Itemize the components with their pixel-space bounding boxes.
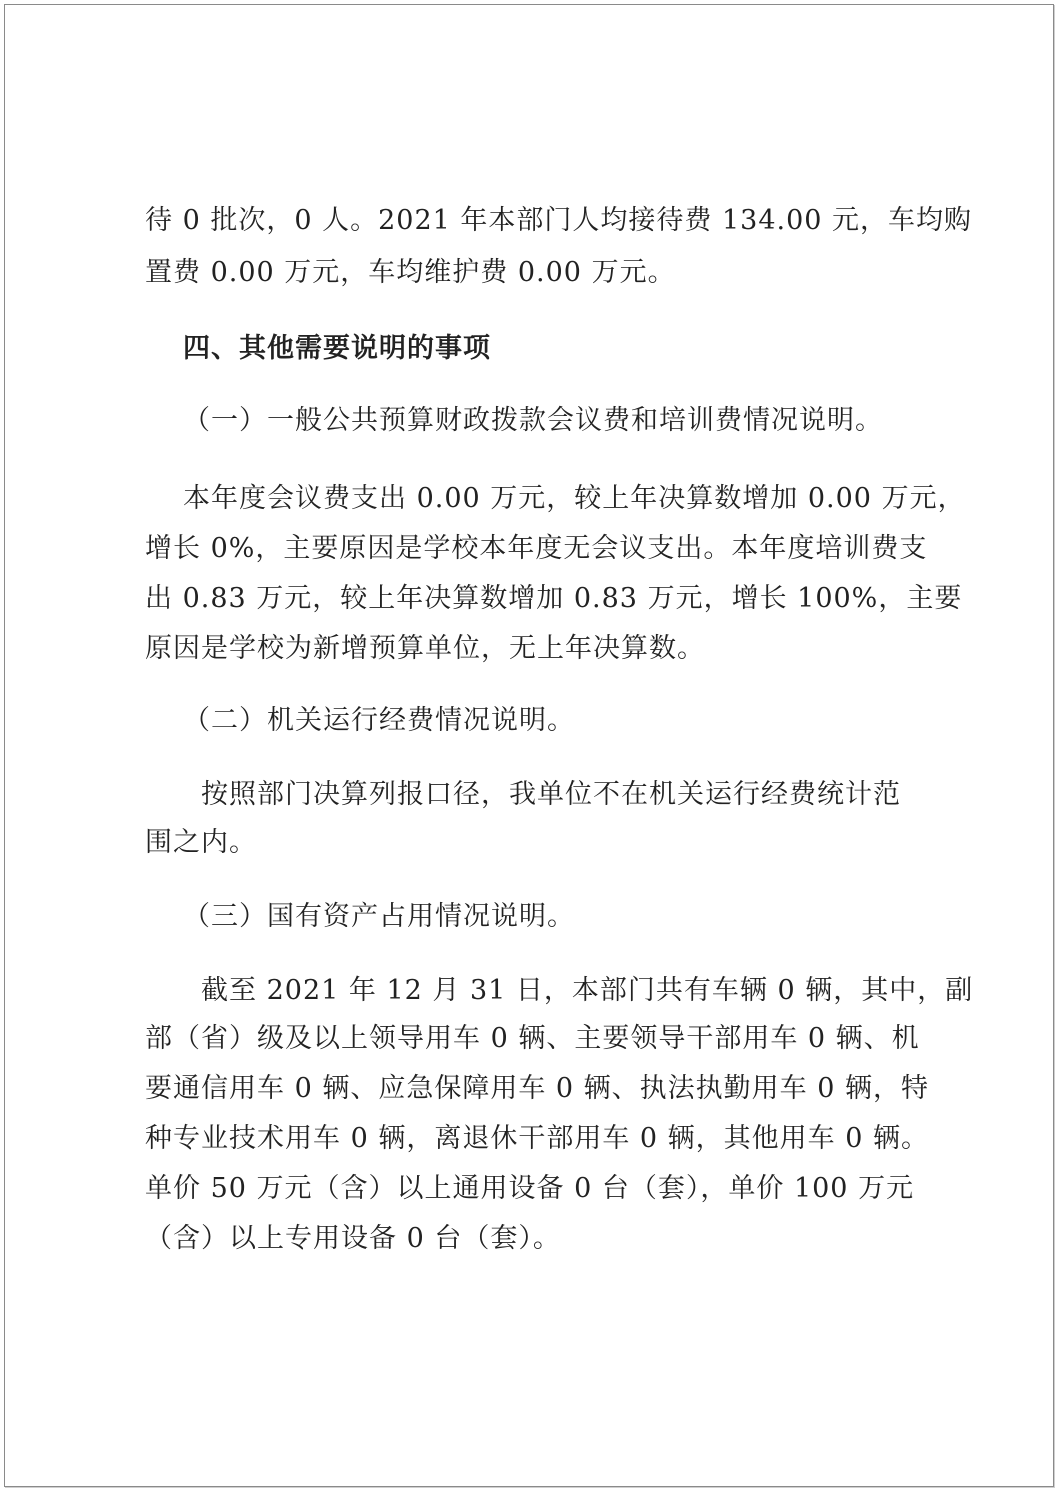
subsection-heading-1: （一）一般公共预算财政拨款会议费和培训费情况说明。 (183, 405, 883, 436)
paragraph-line: 原因是学校为新增预算单位，无上年决算数。 (145, 633, 705, 664)
section-heading-4: 四、其他需要说明的事项 (183, 333, 491, 364)
paragraph-line: 按照部门决算列报口径，我单位不在机关运行经费统计范 (201, 779, 901, 810)
paragraph-line: 增长 0%，主要原因是学校本年度无会议支出。本年度培训费支 (145, 533, 928, 564)
document-page (4, 4, 1054, 1487)
subsection-heading-2: （二）机关运行经费情况说明。 (183, 705, 575, 736)
paragraph-line: 截至 2021 年 12 月 31 日，本部门共有车辆 0 辆，其中，副 (201, 975, 974, 1006)
paragraph-line: 围之内。 (145, 827, 257, 858)
paragraph-line: 出 0.83 万元，较上年决算数增加 0.83 万元，增长 100%，主要 (145, 583, 963, 614)
subsection-heading-3: （三）国有资产占用情况说明。 (183, 901, 575, 932)
paragraph-line: 本年度会议费支出 0.00 万元，较上年决算数增加 0.00 万元， (183, 483, 966, 514)
paragraph-line: （含）以上专用设备 0 台（套）。 (145, 1223, 561, 1254)
paragraph-line: 待 0 批次，0 人。2021 年本部门人均接待费 134.00 元，车均购 (145, 205, 973, 236)
paragraph-line: 单价 50 万元（含）以上通用设备 0 台（套），单价 100 万元 (145, 1173, 915, 1204)
paragraph-line: 置费 0.00 万元，车均维护费 0.00 万元。 (145, 257, 676, 288)
paragraph-line: 种专业技术用车 0 辆，离退休干部用车 0 辆，其他用车 0 辆。 (145, 1123, 930, 1154)
paragraph-line: 部（省）级及以上领导用车 0 辆、主要领导干部用车 0 辆、机 (145, 1023, 920, 1054)
paragraph-line: 要通信用车 0 辆、应急保障用车 0 辆、执法执勤用车 0 辆，特 (145, 1073, 930, 1104)
